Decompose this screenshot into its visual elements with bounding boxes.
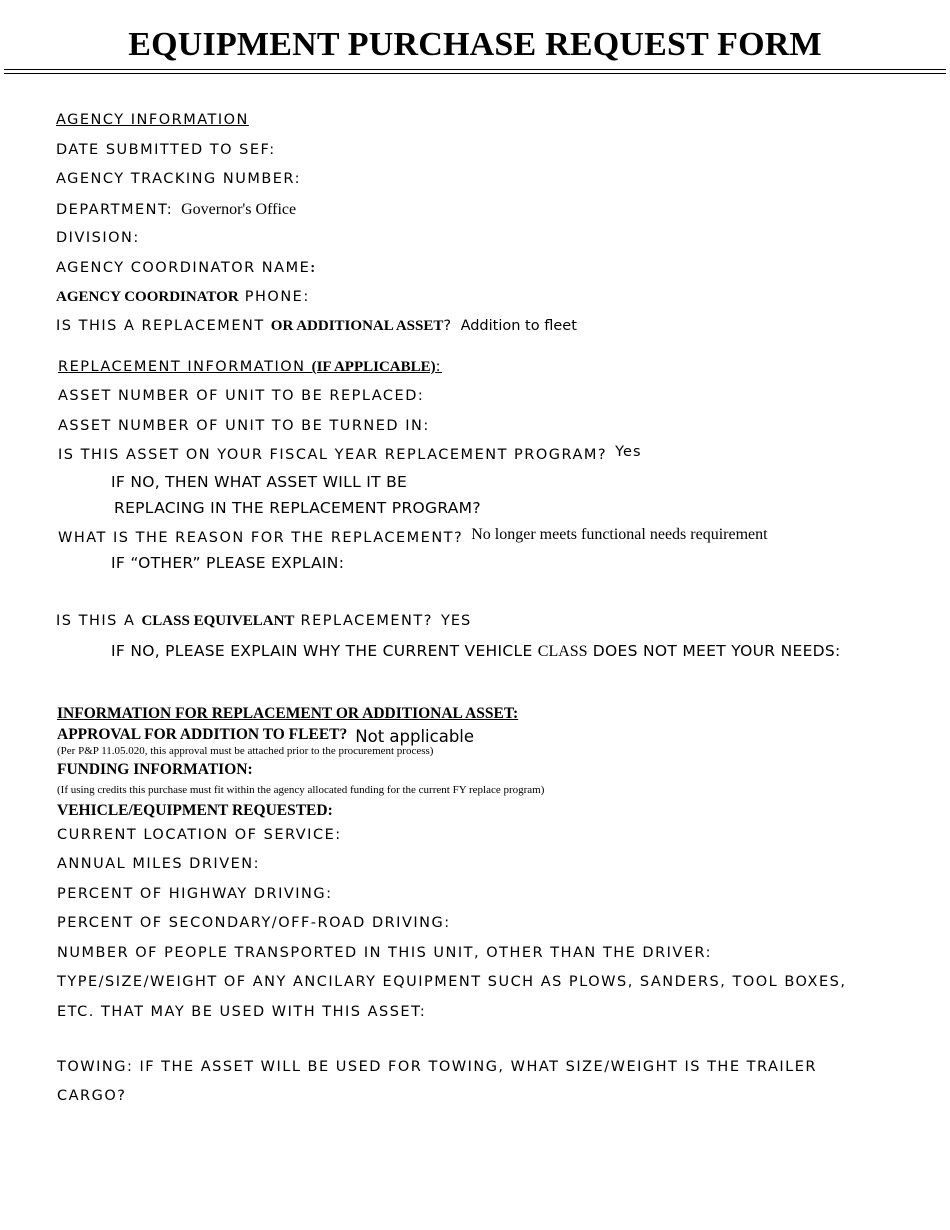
replacement-heading-colon: : (435, 359, 443, 375)
tracking-number-field[interactable] (56, 171, 301, 187)
ancillary-line2: ETC. THAT MAY BE USED WITH THIS ASSET: (57, 1004, 427, 1020)
if-no-line1: IF NO, THEN WHAT ASSET WILL IT BE (111, 473, 408, 491)
other-explain-label: IF “OTHER” PLEASE EXPLAIN: (111, 554, 345, 572)
agency-section-heading: AGENCY INFORMATION (56, 112, 249, 128)
towing-line1: TOWING: IF THE ASSET WILL BE USED FOR TOWING, WHAT SIZE/WEIGHT IS THE TRAILER (57, 1059, 817, 1075)
approval-field[interactable] (57, 724, 474, 744)
towing-field[interactable] (57, 1088, 126, 1104)
fiscal-program-label: IS THIS ASSET ON YOUR FISCAL YEAR REPLACEMENT PROGRAM? (58, 447, 608, 463)
class-q-part1: IS THIS A (56, 613, 142, 629)
reason-field[interactable] (58, 526, 768, 547)
ancillary-line1: TYPE/SIZE/WEIGHT OF ANY ANCILARY EQUIPMENT SUCH AS PLOWS, SANDERS, TOOL BOXES, (57, 974, 847, 990)
asset-replaced-field[interactable] (58, 388, 424, 404)
replacement-or-additional-field[interactable] (56, 318, 577, 335)
approval-label: APPROVAL FOR ADDITION TO FLEET? (57, 726, 348, 743)
coordinator-name-label: AGENCY COORDINATOR NAME (56, 260, 311, 276)
class-q-part2: REPLACEMENT? (294, 613, 433, 629)
funding-note: (If using credits this purchase must fit within the agency allocated funding for the current FY replace program) (57, 784, 545, 796)
class-q-bold: CLASS EQUIVELANT (141, 613, 295, 629)
class-if-no-part2: DOES NOT MEET YOUR NEEDS: (587, 642, 841, 660)
other-explain-field[interactable] (111, 554, 344, 572)
fiscal-program-value: Yes (615, 444, 642, 460)
replacement-section-heading (58, 359, 442, 376)
coordinator-name-colon: : (310, 260, 316, 276)
coordinator-phone-bold: AGENCY COORDINATOR (56, 289, 239, 305)
title-rule-top (4, 69, 946, 70)
class-equivalent-field[interactable] (56, 613, 471, 630)
tracking-number-label: AGENCY TRACKING NUMBER: (56, 171, 301, 187)
vehicle-requested-label: VEHICLE/EQUIPMENT REQUESTED: (57, 802, 333, 819)
replacement-value: Addition to fleet (460, 318, 577, 334)
date-submitted-label: DATE SUBMITTED TO SEF: (56, 142, 276, 158)
miles-field[interactable] (57, 856, 260, 872)
additional-section-heading: INFORMATION FOR REPLACEMENT OR ADDITIONAL ASSET: (57, 705, 519, 722)
if-no-line2: REPLACING IN THE REPLACEMENT PROGRAM? (114, 499, 481, 517)
asset-turned-in-field[interactable] (58, 418, 430, 434)
coordinator-phone-label: PHONE: (238, 289, 310, 305)
asset-turned-in-label: ASSET NUMBER OF UNIT TO BE TURNED IN: (58, 418, 430, 434)
people-label: NUMBER OF PEOPLE TRANSPORTED IN THIS UNIT, OTHER THAN THE DRIVER: (57, 945, 713, 961)
coordinator-phone-field[interactable] (56, 289, 310, 306)
replacement-q-bold: OR ADDITIONAL ASSET (270, 318, 444, 334)
ancillary-field[interactable] (57, 1004, 426, 1020)
people-field[interactable] (57, 945, 712, 961)
reason-label: WHAT IS THE REASON FOR THE REPLACEMENT? (58, 530, 464, 546)
asset-replaced-label: ASSET NUMBER OF UNIT TO BE REPLACED: (58, 388, 425, 404)
fiscal-program-field[interactable] (58, 444, 642, 463)
highway-field[interactable] (57, 886, 333, 902)
class-value: YES (440, 613, 472, 629)
secondary-field[interactable] (57, 915, 451, 931)
department-field[interactable] (56, 201, 296, 219)
approval-note: (Per P&P 11.05.020, this approval must be attached prior to the procurement process) (57, 745, 434, 757)
location-label: CURRENT LOCATION OF SERVICE: (57, 827, 342, 843)
class-if-no-field[interactable] (111, 642, 841, 661)
reason-value: No longer meets functional needs requirement (471, 526, 768, 543)
replacement-heading-bold: (IF APPLICABLE) (311, 359, 436, 375)
class-if-no-serif: CLASS (537, 643, 588, 660)
approval-value: Not applicable (355, 727, 475, 746)
division-label: DIVISION: (56, 230, 140, 246)
towing-line2: CARGO? (57, 1088, 127, 1104)
department-label: DEPARTMENT: (56, 202, 174, 218)
title-rule-bottom (4, 73, 946, 74)
page-title: EQUIPMENT PURCHASE REQUEST FORM (128, 26, 822, 63)
location-field[interactable] (57, 827, 342, 843)
secondary-label: PERCENT OF SECONDARY/OFF-ROAD DRIVING: (57, 915, 451, 931)
funding-label: FUNDING INFORMATION: (57, 761, 253, 778)
department-value: Governor's Office (181, 201, 297, 218)
replacement-q-end: ? (443, 318, 453, 334)
division-field[interactable] (56, 230, 140, 246)
miles-label: ANNUAL MILES DRIVEN: (57, 856, 261, 872)
replacement-q-part1: IS THIS A REPLACEMENT (56, 318, 271, 334)
coordinator-name-field[interactable] (56, 260, 315, 277)
date-submitted-field[interactable] (56, 142, 276, 158)
class-if-no-part1: IF NO, PLEASE EXPLAIN WHY THE CURRENT VEHICLE (111, 642, 538, 660)
replacement-heading-text: REPLACEMENT INFORMATION (58, 359, 312, 375)
highway-label: PERCENT OF HIGHWAY DRIVING: (57, 886, 333, 902)
